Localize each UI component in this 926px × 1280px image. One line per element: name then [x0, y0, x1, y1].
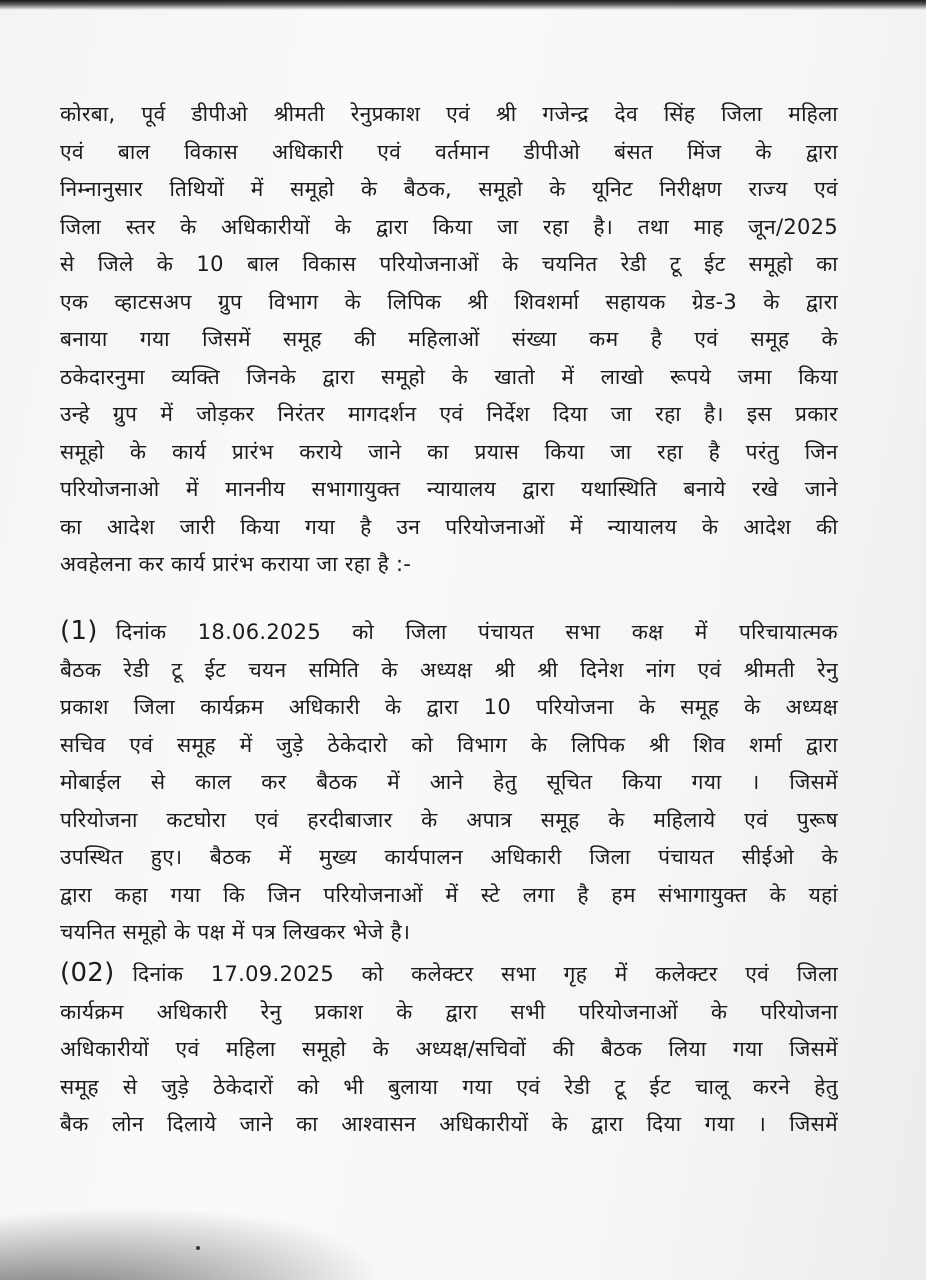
text-line: ठकेदारनुमा व्यक्ति जिनके द्वारा समूहो के खातो में लाखो रूपये जमा किया [60, 364, 838, 389]
text-line: एवं बाल विकास अधिकारी एवं वर्तमान डीपीओ बंसत मिंज के द्वारा [60, 139, 838, 164]
text-line: बैक लोन दिलाये जाने का आश्वासन अधिकारीयों के द्वारा दिया गया । जिसमें [60, 1112, 838, 1136]
text-line: कोरबा, पूर्व डीपीओ श्रीमती रेनुप्रकाश एवं श्री गजेन्द्र देव सिंह जिला महिला [60, 102, 838, 126]
text-line: प्रकाश जिला कार्यक्रम अधिकारी के द्वारा 10 परियोजना के समूह के अध्यक्ष [60, 695, 838, 719]
text-line: समूहो के कार्य प्रारंभ कराये जाने का प्रयास किया जा रहा है परंतु जिन [60, 439, 838, 464]
text-line: चयनित समूहो के पक्ष में पत्र लिखकर भेजे है। [60, 920, 411, 944]
text-line [60, 955, 838, 994]
top-edge-shadow [0, 0, 926, 10]
text-line: सचिव एवं समूह में जुड़े ठेकेदारो को विभाग के लिपिक श्री शिव शर्मा द्वारा [60, 732, 838, 757]
text-line: बनाया गया जिसमें समूह की महिलाओं संख्या कम है एवं समूह के [60, 327, 838, 351]
text-line: परियोजनाओ में माननीय सभागायुक्त न्यायालय द्वारा यथास्थिति बनाये रखे जाने [60, 477, 838, 501]
text-line: का आदेश जारी किया गया है उन परियोजनाओं में न्यायालय के आदेश की [60, 514, 838, 539]
item-number: (02) [60, 958, 115, 988]
text-line: समूह से जुड़े ठेकेदारों को भी बुलाया गया एवं रेडी टू ईट चालू करने हेतु [60, 1074, 838, 1099]
numbered-item-2 [60, 955, 838, 1144]
item-text: दिनांक 17.09.2025 को कलेक्टर सभा गृह में कलेक्टर एवं जिला [132, 962, 838, 986]
text-line: द्वारा कहा गया कि जिन परियोजनाओं में स्टे लगा है हम संभागायुक्त के यहां [60, 882, 838, 907]
text-line: जिला स्तर के अधिकारीयों के द्वारा किया जा रहा है। तथा माह जून/2025 [60, 214, 838, 239]
text-line: मोबाईल से काल कर बैठक में आने हेतु सूचित किया गया । जिसमें [60, 770, 838, 794]
text-line: एक व्हाटसअप ग्रुप विभाग के लिपिक श्री शिवशर्मा सहायक ग्रेड-3 के द्वारा [60, 289, 838, 314]
text-line: निम्नानुसार तिथियों में समूहो के बैठक, समूहो के यूनिट निरीक्षण राज्य एवं [60, 177, 838, 201]
text-line: अधिकारीयों एवं महिला समूहो के अध्यक्ष/सचिवों की बैठक लिया गया जिसमें [60, 1037, 838, 1061]
text-line: अवहेलना कर कार्य प्रारंभ कराया जा रहा है :- [60, 552, 412, 576]
numbered-item-1 [60, 613, 838, 952]
text-line: परियोजना कटघोरा एवं हरदीबाजार के अपात्र समूह के महिलाये एवं पुरूष [60, 807, 838, 832]
bottom-corner-shadow [0, 1161, 386, 1280]
text-line: से जिले के 10 बाल विकास परियोजनाओं के चयनित रेडी टू ईट समूहो का [60, 252, 838, 276]
item-text: दिनांक 18.06.2025 को जिला पंचायत सभा कक्ष में परिचायात्मक [115, 620, 838, 644]
text-line [60, 613, 838, 652]
text-line: उन्हे ग्रुप में जोड़कर निरंतर मागदर्शन एवं निर्देश दिया जा रहा है। इस प्रकार [60, 402, 838, 426]
text-line: उपस्थित हुए। बैठक में मुख्य कार्यपालन अधिकारी जिला पंचायत सीईओ के [60, 845, 838, 869]
text-line: कार्यक्रम अधिकारी रेनु प्रकाश के द्वारा सभी परियोजनाओं के परियोजना [60, 999, 838, 1024]
intro-paragraph [60, 96, 838, 584]
text-line: बैठक रेडी टू ईट चयन समिति के अध्यक्ष श्री श्री दिनेश नांग एवं श्रीमती रेनु [60, 657, 838, 682]
item-number: (1) [60, 616, 98, 646]
